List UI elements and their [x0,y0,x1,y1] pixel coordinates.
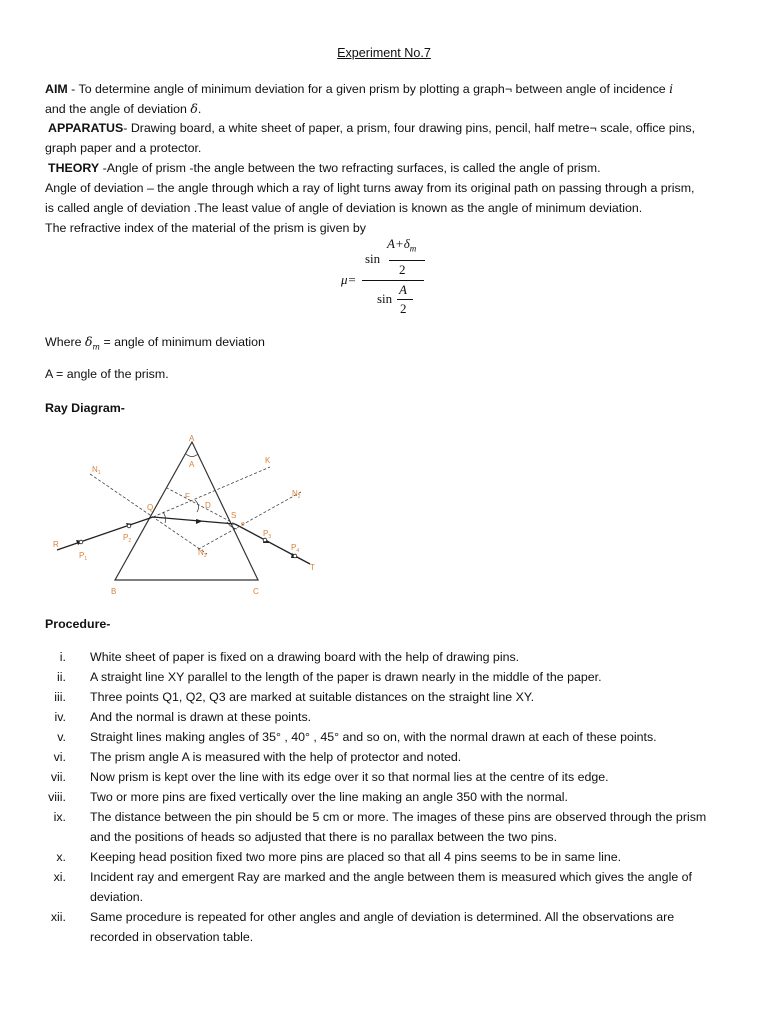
procedure-item-number: v. [57,730,66,744]
formula-top-numerator: $A+\delta_m$ [387,236,417,254]
procedure-item-text: and the positions of heads so adjusted that there is no parallax between the two pins. [90,830,558,844]
label-b: B [111,587,117,596]
theory-line-4: The refractive index of the material of the prism is given by [45,221,366,235]
procedure-item-number: ix. [53,810,66,824]
procedure-item-number: iii. [54,690,66,704]
procedure-item-text: The prism angle A is measured with the help of protector and noted. [90,750,462,764]
label-a-top: A [189,434,195,443]
procedure-item-text: The distance between the pin should be 5 cm or more. The images of these pins are observed through the prism [90,810,707,824]
theory-label: THEORY [48,161,100,175]
procedure-heading: Procedure- [45,617,111,631]
procedure-item-number: viii. [48,790,66,804]
page-title: Experiment No.7 [337,46,431,60]
label-n2: $N_2$ [292,489,301,500]
label-r: R [53,540,59,549]
aim-text-2-end: . [197,102,202,116]
where-line-1 [45,334,265,351]
procedure-item-text: White sheet of paper is fixed on a drawing board with the help of drawing pins. [90,650,520,664]
procedure-item-text: Three points Q1, Q2, Q3 are marked at suitable distances on the straight line XY. [90,690,535,704]
procedure-item-text: deviation. [90,890,144,904]
procedure-item-number: x. [56,850,66,864]
apex-angle-arc [186,454,198,457]
incidence-symbol: i [669,81,674,96]
procedure-item-number: i. [59,650,66,664]
incident-ray [57,517,153,550]
procedure-list [0,650,768,950]
label-k: K [265,456,271,465]
formula-bottom-denominator: 2 [400,301,407,316]
pin-p4 [293,554,297,558]
label-p1: $P_1$ [79,551,88,562]
formula-inner-bar-bottom [397,299,413,300]
prism-ray-diagram [45,432,335,602]
label-t: T [310,563,315,572]
procedure-item-text: Straight lines making angles of 35° , 40° , 45° and so on, with the normal drawn at each of these points. [90,730,657,744]
formula-mu: μ= [341,272,357,287]
deviation-symbol: δ [190,101,198,116]
where-prefix: Where [45,335,85,349]
label-d: D [205,501,211,510]
label-p2: $P_2$ [123,533,132,544]
procedure-item-text: Keeping head position fixed two more pins are placed so that all 4 pins seems to be in same line. [90,850,622,864]
apparatus-line-1 [48,121,695,135]
aim-label: AIM [45,82,68,96]
formula-bottom-numerator: A [399,282,407,297]
aim-line-1 [45,81,673,96]
theory-line-2: Angle of deviation – the angle through which a ray of light turns away from its original path on passing through a prism, [45,181,695,195]
procedure-item-number: vi. [53,750,66,764]
procedure-item-text: A straight line XY parallel to the length of the paper is drawn nearly in the middle of the paper. [90,670,602,684]
label-n1: $N_1$ [92,465,101,476]
formula-inner-bar-top [389,260,425,261]
label-n3: $N_3$ [198,548,207,559]
where-line-2: A = angle of the prism. [45,367,169,381]
where-text: = angle of minimum deviation [100,335,265,349]
procedure-item-number: ii. [57,670,66,684]
label-p3: $P_3$ [263,529,272,540]
procedure-item-text: And the normal is drawn at these points. [90,710,312,724]
procedure-item-number: vii. [50,770,66,784]
formula-main-bar [362,280,424,281]
theory-line-1 [48,161,601,175]
procedure-item-text: Same procedure is repeated for other angles and angle of deviation is determined. All the observations are [90,910,675,924]
deviation-arc [195,500,199,512]
apparatus-line-2: graph paper and a protector. [45,141,202,155]
pin-p3 [263,538,267,542]
procedure-item-text: Now prism is kept over the line with its edge over it so that normal lies at the centre of its edge. [90,770,609,784]
aim-line-2 [45,101,201,116]
theory-text-1: -Angle of prism -the angle between the two refracting surfaces, is called the angle of prism. [99,161,601,175]
label-a-angle: A [189,460,195,469]
procedure-item-text: Two or more pins are fixed vertically over the line making an angle 350 with the normal. [90,790,568,804]
apparatus-text-1: - Drawing board, a white sheet of paper, a prism, four drawing pins, pencil, half metre¬ scale, office pins, [123,121,696,135]
refractive-index-formula [335,236,445,320]
procedure-item-number: iv. [54,710,66,724]
pin-p1 [79,540,83,544]
label-c: C [253,587,259,596]
label-p4: $P_4$ [291,543,300,554]
aim-text-1: - To determine angle of minimum deviation for a given prism by plotting a graph¬ between angle of incidence [67,82,670,96]
procedure-item-text: Incident ray and emergent Ray are marked and the angle between them is measured which gives the angle of [90,870,692,884]
prism-triangle [115,442,258,580]
normal-n2 [197,492,301,550]
theory-line-3: is called angle of deviation .The least value of angle of deviation is known as the angle of minimum deviation. [45,201,643,215]
label-q: Q [147,503,154,512]
formula-top-denominator: 2 [399,262,406,277]
min-deviation-symbol: $\delta_m$ [84,334,100,352]
incident-extension [153,467,270,517]
label-s: S [231,511,237,520]
procedure-item-number: xi. [53,870,66,884]
apparatus-label: APPARATUS [48,121,124,135]
formula-sin-bottom: sin [377,291,393,306]
label-f: F [185,492,190,501]
aim-text-2: and the angle of deviation [45,102,191,116]
label-e: e [241,521,245,528]
ray-diagram-heading: Ray Diagram- [45,401,125,415]
normal-n1 [90,474,207,554]
formula-sin-top: sin [365,251,381,266]
pin-p2 [127,524,131,528]
procedure-item-number: xii. [50,910,66,924]
procedure-item-text: recorded in observation table. [90,930,254,944]
